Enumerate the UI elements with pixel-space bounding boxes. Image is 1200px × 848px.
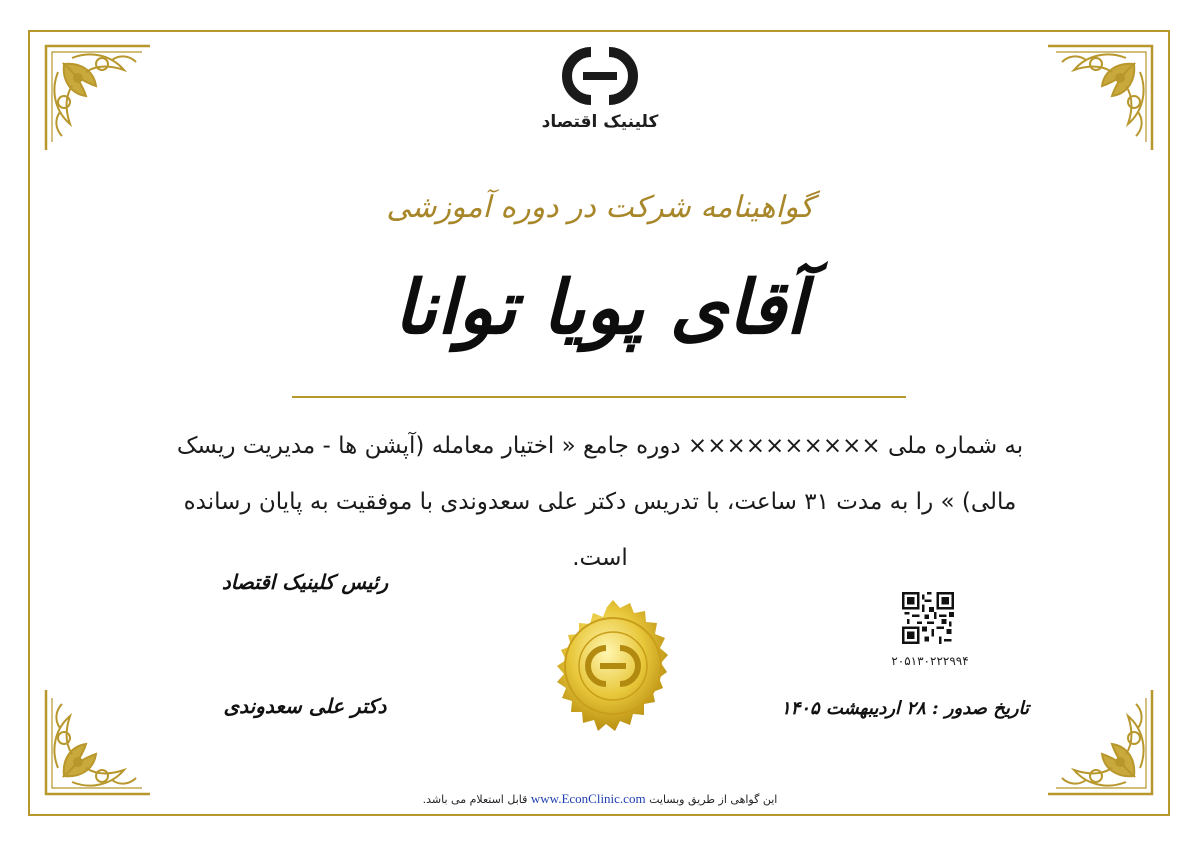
certificate-subtitle: گواهینامه شرکت در دوره آموزشی: [386, 190, 814, 225]
name-underline: [292, 396, 906, 398]
verification-code: ۲۰۵۱۳۰۲۲۲۹۹۴: [891, 654, 969, 668]
footer-suffix: قابل استعلام می باشد.: [422, 793, 528, 806]
floral-corner-ornament-icon: [42, 686, 154, 798]
econclinic-logo-icon: [555, 44, 645, 108]
qr-code-icon: [902, 592, 954, 644]
floral-corner-ornament-icon: [1044, 42, 1156, 154]
issue-date: تاریخ صدور : ۲۸ اردیبهشت ۱۴۰۵: [780, 698, 1030, 719]
certificate-body-text: به شماره ملی ×××××××××× دوره جامع « اختیار معامله (آپشن ها - مدیریت ریسک مالی) » را به مدت ۳۱ ساعت، با تدریس دکتر علی سعدوندی با موفقیت به پایان رسانده است.: [176, 433, 1024, 571]
website-link[interactable]: www.EconClinic.com: [530, 791, 646, 806]
floral-corner-ornament-icon: [42, 42, 154, 154]
signatory-title: رئیس کلینیک اقتصاد: [221, 570, 389, 594]
recipient-name: آقای پویا توانا: [393, 265, 807, 351]
gold-seal-icon: [538, 590, 688, 740]
floral-corner-ornament-icon: [1044, 686, 1156, 798]
signatory-name: دکتر علی سعدوندی: [223, 694, 387, 718]
brand-name: کلینیک اقتصاد: [541, 112, 659, 132]
footer-prefix: این گواهی از طریق وبسایت: [649, 793, 778, 806]
verification-footer: [300, 791, 900, 807]
